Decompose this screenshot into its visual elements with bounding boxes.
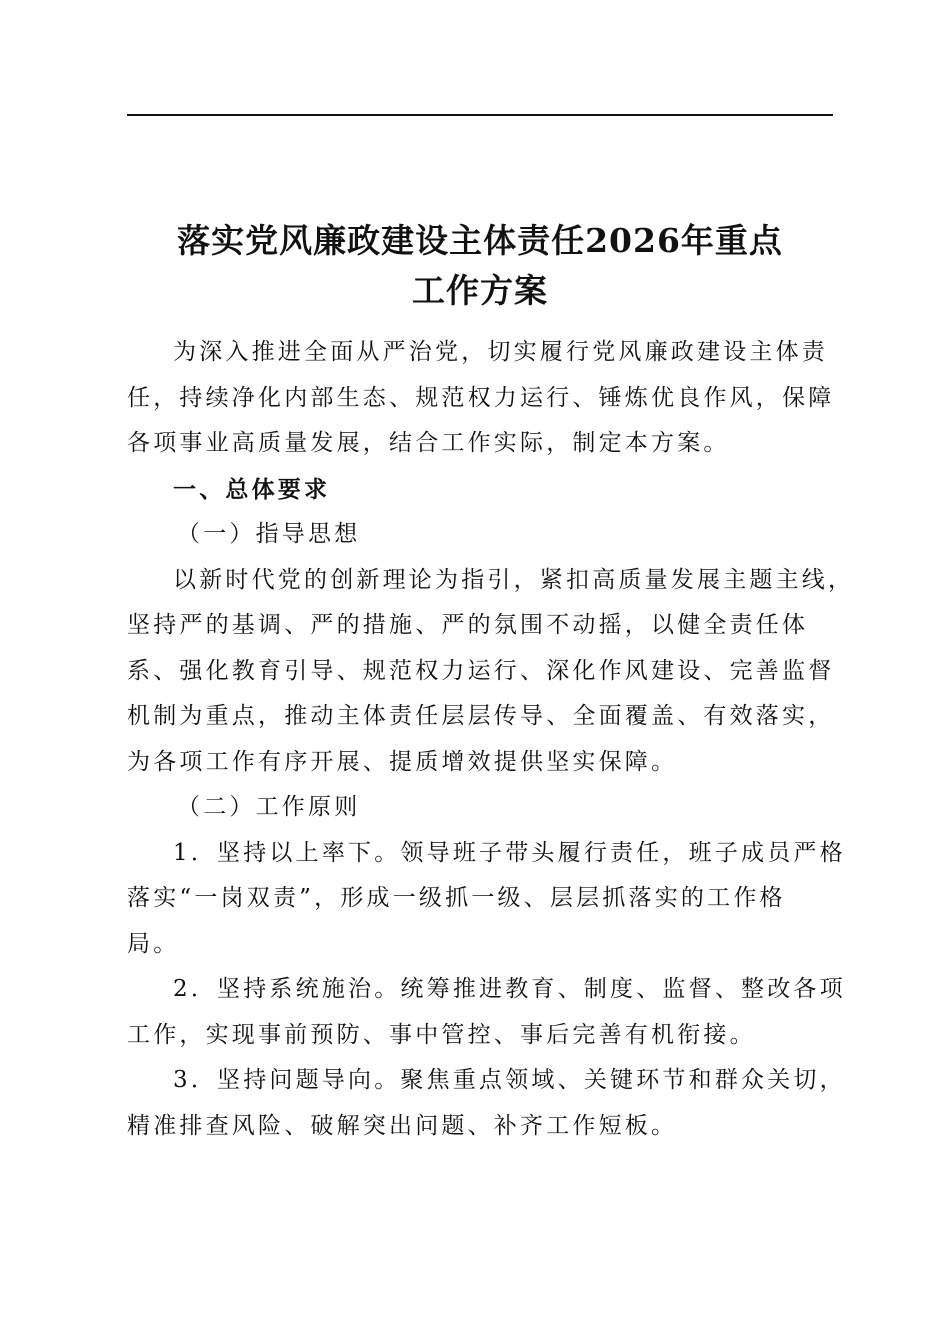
- title-line: 工作方案: [412, 271, 548, 310]
- guiding-thought-paragraph: [127, 558, 855, 786]
- paragraph-line: 为各项工作有序开展、提质增效提供坚实保障。: [127, 748, 678, 775]
- paragraph-line: 系、强化教育引导、规范权力运行、深化作风建设、完善监督: [127, 657, 835, 684]
- paragraph-line: 任，持续净化内部生态、规范权力运行、锤炼优良作风，保障: [127, 384, 835, 411]
- paragraph-line: 为深入推进全面从严治党，切实履行党风廉政建设主体责: [173, 339, 828, 365]
- paragraph-line: 局。: [127, 930, 180, 957]
- subsection-heading: （一）指导思想: [177, 521, 361, 547]
- principle-item: [127, 967, 846, 1058]
- paragraph-line: 落实“一岗双责”，形成一级抓一级、层层抓落实的工作格: [127, 885, 786, 911]
- document-title: [127, 216, 833, 316]
- title-line: 落实党风廉政建设主体责任2026年重点: [177, 221, 783, 260]
- paragraph-line: 1．坚持以上率下。领导班子带头履行责任，班子成员严格: [173, 839, 846, 866]
- principle-item: [127, 1058, 846, 1149]
- paragraph-line: 坚持严的基调、严的措施、严的氛围不动摇，以健全责任体: [127, 612, 809, 638]
- paragraph-line: 各项事业高质量发展，结合工作实际，制定本方案。: [127, 430, 730, 456]
- document-body: [127, 330, 855, 1149]
- subsection-heading: （二）工作原则: [177, 794, 361, 820]
- principle-item: [127, 831, 846, 968]
- paragraph-line: 2．坚持系统施治。统筹推进教育、制度、监督、整改各项: [173, 976, 846, 1002]
- paragraph-line: 以新时代党的创新理论为指引，紧扣高质量发展主题主线，: [173, 566, 855, 593]
- header-rule: [127, 114, 833, 116]
- paragraph-line: 工作，实现事前预防、事中管控、事后完善有机衔接。: [127, 1021, 756, 1048]
- paragraph-line: 3．坚持问题导向。聚焦重点领域、关键环节和群众关切，: [173, 1067, 846, 1093]
- paragraph-line: 精准排查风险、破解突出问题、补齐工作短板。: [127, 1112, 678, 1139]
- section-heading: 一、总体要求: [173, 475, 331, 503]
- intro-paragraph: [127, 330, 835, 467]
- paragraph-line: 机制为重点，推动主体责任层层传导、全面覆盖、有效落实，: [127, 703, 835, 729]
